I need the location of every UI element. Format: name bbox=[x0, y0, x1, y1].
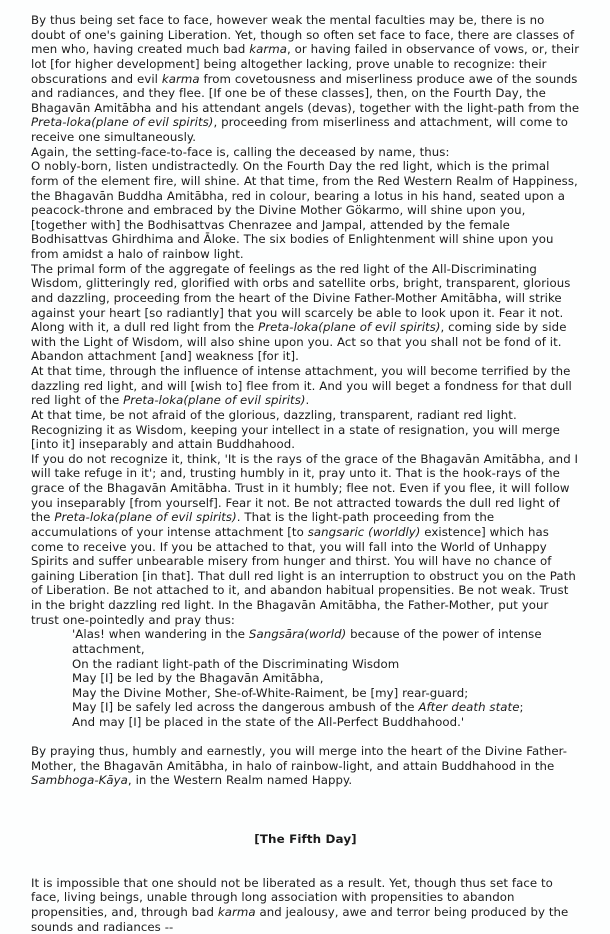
paragraph bbox=[31, 320, 580, 364]
italic-text: karma bbox=[217, 905, 256, 920]
heading-spacer-below bbox=[31, 847, 580, 876]
text-run: . That is the light-path proceeding from the accumulations of your intense attachment [to bbox=[31, 510, 495, 539]
verse-line bbox=[72, 671, 580, 686]
section-heading: [The Fifth Day] bbox=[254, 831, 357, 846]
paragraph bbox=[31, 452, 580, 628]
heading-spacer-above bbox=[31, 788, 580, 832]
verse-line bbox=[72, 657, 580, 672]
text-run: , coming side by side with the Light of Wisdom, will also shine upon you. Act so that you shall not be fond of it. Abandon attachment [and] weakness [for it]. bbox=[31, 320, 567, 364]
paragraph bbox=[31, 876, 580, 934]
italic-text: Preta-loka(plane of evil spirits) bbox=[258, 320, 441, 335]
text-run: It is impossible that one should not be liberated as a result. Yet, though thus set face to face, living beings, unable through long association with propensities to abandon propensities, and, through bad bbox=[31, 875, 553, 920]
italic-text: Preta-loka(plane of evil spirits) bbox=[123, 393, 306, 408]
text-run: May the Divine Mother, She-of-White-Raiment, be [my] rear-guard; bbox=[72, 685, 469, 700]
text-run: , or having failed in observance of vows, or, their lot [for higher development] being altogether lacking, prove unable to recognize: their obscurations and evil bbox=[31, 42, 580, 86]
text-run: And may [I] be placed in the state of the All-Perfect Buddhahood.' bbox=[72, 715, 465, 729]
text-run: , proceeding from miserliness and attachment, will come to receive one simultaneously. bbox=[31, 115, 569, 144]
text-run: May [I] be led by the Bhagavān Amitābha, bbox=[72, 671, 324, 686]
verse-block bbox=[31, 627, 580, 729]
text-run: By thus being set face to face, however weak the mental faculties may be, there is no doubt of one's gaining Liberation. Yet, though so often set face to face, there are classes of men who, having created much bad bbox=[31, 13, 575, 57]
text-run: On the radiant light-path of the Discriminating Wisdom bbox=[72, 656, 400, 671]
text-run: At that time, through the influence of intense attachment, you will become terrified by the dazzling red light, and will [wish to] flee from it. And you will beget a fondness for that dull red light of the bbox=[31, 364, 572, 408]
text-run: because of the power of intense attachment, bbox=[72, 627, 542, 656]
text-run: ; bbox=[519, 700, 524, 715]
verse-line bbox=[72, 715, 580, 730]
italic-text: After death state bbox=[418, 700, 520, 715]
verse-line bbox=[72, 700, 580, 715]
verse-line bbox=[72, 686, 580, 701]
italic-text: sangsaric (worldly) bbox=[307, 524, 421, 539]
text-run: from covetousness and miserliness produce awe of the sounds and radiances, and they flee. [If one be of these classes], then, on the Fourth Day, the Bhagavān Amitābha and his attendant angels (devas), together with the light-path from the bbox=[31, 71, 580, 115]
text-run: Along with it, a dull red light from the bbox=[31, 320, 259, 335]
paragraph bbox=[31, 408, 580, 452]
paragraph-spacer bbox=[31, 730, 580, 745]
italic-text: Sangsāra(world) bbox=[248, 627, 347, 642]
text-run: May [I] be safely led across the dangerous ambush of the bbox=[72, 700, 419, 715]
text-run: The primal form of the aggregate of feelings as the red light of the All-Discriminating Wisdom, glitteringly red, glorified with orbs and satellite orbs, bright, transparent, glorious and dazzling, proceeding from the heart of the Divine Father-Mother Amitābha, will strike against your heart [so radiantly] that you will scarcely be able to look upon it. Fear it not. bbox=[31, 261, 571, 320]
paragraph bbox=[31, 145, 580, 160]
paragraph bbox=[31, 13, 580, 145]
text-run: 'Alas! when wandering in the bbox=[72, 627, 249, 642]
verse-line bbox=[72, 627, 580, 656]
text-run: If you do not recognize it, think, 'It is the rays of the grace of the Bhagavān Amitābha, and I will take refuge in it'; and, trusting humbly in it, pray unto it. That is the hook-rays of the grace of the Bhagavān Amitābha. Trust in it humbly; flee not. Even if you flee, it will follow you inseparably [from yourself]. Fear it not. Be not attracted towards the dull red light of the bbox=[31, 451, 579, 525]
text-run: By praying thus, humbly and earnestly, you will merge into the heart of the Divine Father-Mother, the Bhagavān Amitābha, in halo of rainbow-light, and attain Buddhahood in the bbox=[31, 744, 568, 773]
italic-text: Sambhoga-Kāya bbox=[31, 773, 128, 788]
paragraph bbox=[31, 262, 580, 321]
document-body bbox=[31, 13, 580, 934]
text-run: existence] which has come to receive you. If you be attached to that, you will fall into the World of Unhappy Spirits and suffer unbearable misery from hunger and thirst. You will have no chance of gaining Liberation [in that]. That dull red light is an interruption to obstruct you on the Path of Liberation. Be not attached to it, and abandon habitual propensities. Be not weak. Trust in the bright dazzling red light. In the Bhagavān Amitābha, the Father-Mother, put your trust one-pointedly and pray thus: bbox=[31, 524, 576, 627]
italic-text: karma bbox=[161, 71, 200, 86]
text-run: O nobly-born, listen undistractedly. On the Fourth Day the red light, which is the primal form of the element fire, will shine. At that time, from the Red Western Realm of Happiness, the Bhagavān Buddha Amitābha, red in colour, bearing a lotus in his hand, seated upon a peacock-throne and embraced by the Divine Mother Gökarmo, will shine upon you, [together with] the Bodhisattvas Chenrazee and Jampal, attended by the female Bodhisattvas Ghirdhima and Āloke. The six bodies of Enlightenment will shine upon you from amidst a halo of rainbow light. bbox=[31, 159, 578, 261]
italic-text: Preta-loka(plane of evil spirits) bbox=[54, 510, 237, 525]
paragraph bbox=[31, 159, 580, 261]
text-run: and jealousy, awe and terror being produced by the sounds and radiances -- bbox=[31, 905, 569, 934]
italic-text: Preta-loka(plane of evil spirits) bbox=[31, 115, 214, 130]
italic-text: karma bbox=[249, 42, 288, 57]
text-run: At that time, be not afraid of the glorious, dazzling, transparent, radiant red light. Recognizing it as Wisdom, keeping your intellect in a state of resignation, you will merge [into it] inseparably and attain Buddhahood. bbox=[31, 407, 560, 452]
text-run: , in the Western Realm named Happy. bbox=[127, 773, 353, 788]
text-run: Again, the setting-face-to-face is, calling the deceased by name, thus: bbox=[31, 144, 450, 159]
paragraph bbox=[31, 744, 580, 788]
text-run: . bbox=[305, 393, 310, 408]
paragraph bbox=[31, 364, 580, 408]
